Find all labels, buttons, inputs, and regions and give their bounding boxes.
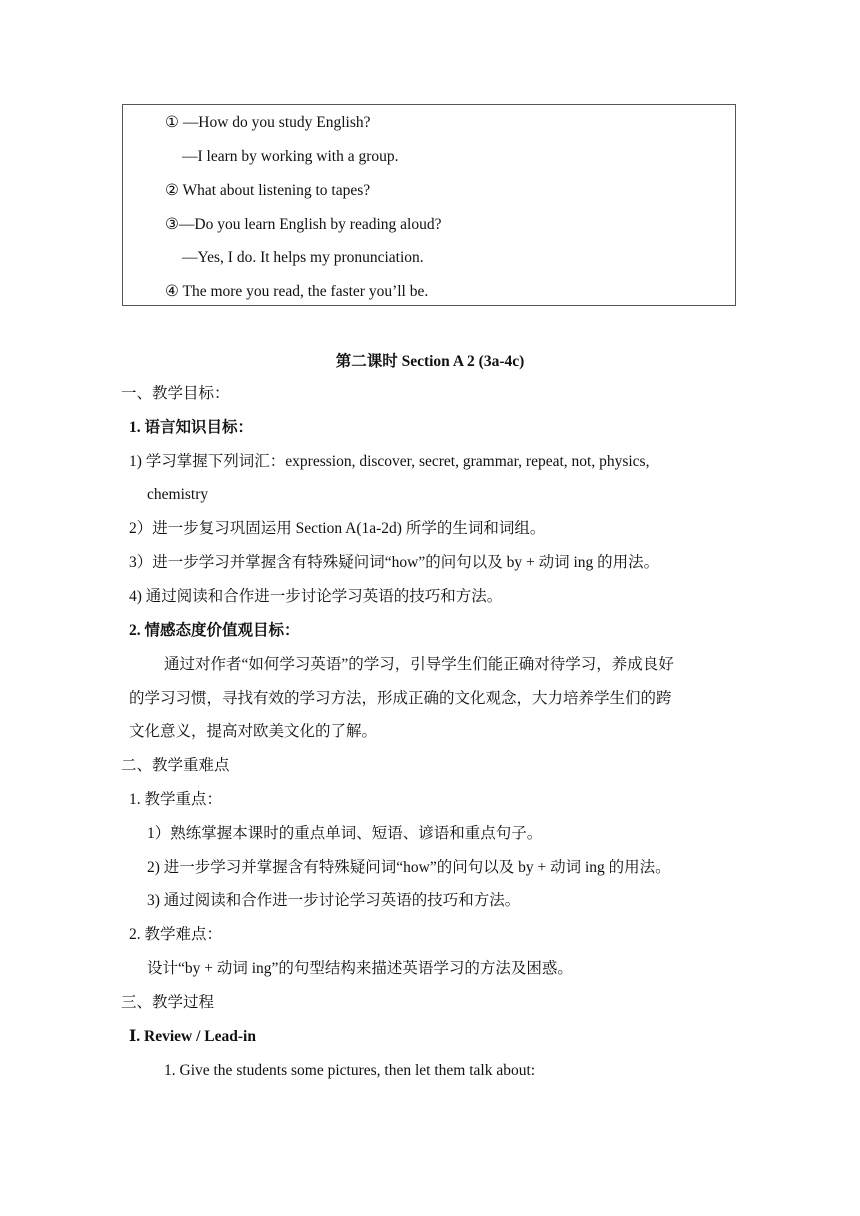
paragraph-line: 通过对作者“如何学习英语”的学习，引导学生们能正确对待学习，养成良好 bbox=[164, 656, 674, 673]
dialogue-box bbox=[122, 104, 736, 306]
key-point-item: 3) 通过阅读和合作进一步讨论学习英语的技巧和方法。 bbox=[147, 892, 521, 909]
dialogue-line: ① —How do you study English? bbox=[165, 114, 371, 131]
heading-objectives: 一、教学目标： bbox=[121, 385, 230, 402]
subheading-language-objectives: 1. 语言知识目标： bbox=[129, 419, 254, 436]
paragraph-line: 的学习习惯，寻找有效的学习方法，形成正确的文化观念，大力培养学生们的跨 bbox=[129, 690, 672, 707]
objective-item: 3）进一步学习并掌握含有特殊疑问词“how”的问句以及 by + 动词 ing 的用法。 bbox=[129, 554, 660, 571]
dialogue-line: ② What about listening to tapes? bbox=[165, 182, 371, 199]
heading-keypoints: 二、教学重难点 bbox=[121, 757, 230, 774]
difficult-point-item: 设计“by + 动词 ing”的句型结构来描述英语学习的方法及困惑。 bbox=[147, 960, 573, 977]
dialogue-line: —I learn by working with a group. bbox=[182, 148, 399, 165]
step-review-heading: Ⅰ. Review / Lead-in bbox=[129, 1028, 256, 1045]
objective-item: 1) 学习掌握下列词汇：expression, discover, secret, grammar, repeat, not, physics, bbox=[129, 453, 650, 470]
difficult-points-label: 2. 教学难点： bbox=[129, 926, 223, 943]
dialogue-line: —Yes, I do. It helps my pronunciation. bbox=[182, 249, 424, 266]
objective-item-continued: chemistry bbox=[147, 486, 209, 503]
step-item: 1. Give the students some pictures, then let them talk about: bbox=[164, 1062, 536, 1079]
key-point-item: 1）熟练掌握本课时的重点单词、短语、谚语和重点句子。 bbox=[147, 825, 543, 842]
heading-process: 三、教学过程 bbox=[121, 994, 215, 1011]
objective-item: 4) 通过阅读和合作进一步讨论学习英语的技巧和方法。 bbox=[129, 588, 503, 605]
subheading-emotion-objectives: 2. 情感态度价值观目标： bbox=[129, 622, 300, 639]
key-points-label: 1. 教学重点： bbox=[129, 791, 223, 808]
objective-item: 2）进一步复习巩固运用 Section A(1a-2d) 所学的生词和词组。 bbox=[129, 520, 546, 537]
key-point-item: 2) 进一步学习并掌握含有特殊疑问词“how”的问句以及 by + 动词 ing 的用法。 bbox=[147, 859, 671, 876]
lesson-title: 第二课时 Section A 2 (3a-4c) bbox=[335, 353, 525, 370]
paragraph-line: 文化意义，提高对欧美文化的了解。 bbox=[129, 723, 378, 740]
dialogue-line: ③—Do you learn English by reading aloud? bbox=[165, 216, 442, 233]
dialogue-line: ④ The more you read, the faster you’ll be. bbox=[165, 283, 429, 300]
